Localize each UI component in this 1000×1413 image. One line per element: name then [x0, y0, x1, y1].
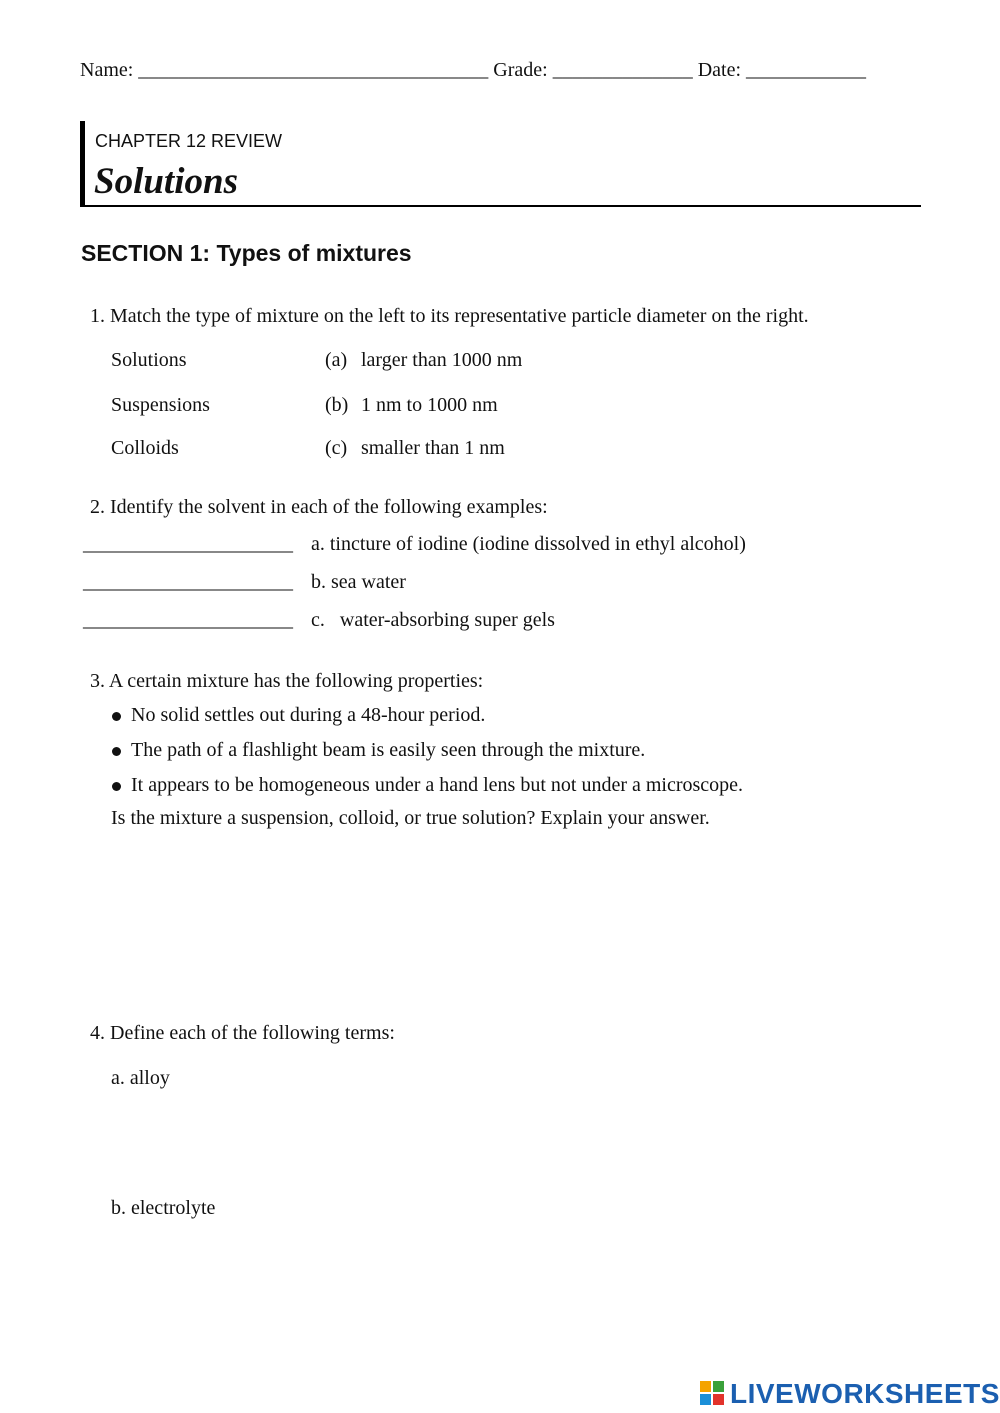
option-b-text: 1 nm to 1000 nm: [361, 394, 498, 416]
mixture-type-suspensions: Suspensions: [111, 394, 210, 416]
example-c-text: c. water-absorbing super gels: [311, 609, 555, 631]
property-1: No solid settles out during a 48-hour period.: [131, 704, 486, 726]
property-3: It appears to be homogeneous under a hand lens but not under a microscope.: [131, 774, 744, 796]
bullet-icon: [112, 747, 121, 756]
student-info-line: Name: ___________________________________ Grade: ______________ Date: ____________: [80, 59, 867, 81]
question-4-prompt: 4. Define each of the following terms:: [90, 1022, 395, 1044]
question-3-prompt: 3. A certain mixture has the following properties:: [90, 670, 484, 692]
section-heading: SECTION 1: Types of mixtures: [81, 240, 412, 266]
option-a-letter: (a): [325, 349, 348, 371]
logo-text: LIVEWORKSHEETS: [730, 1378, 1000, 1409]
option-c-text: smaller than 1 nm: [361, 437, 505, 459]
option-c-letter: (c): [325, 437, 348, 459]
mixture-type-solutions: Solutions: [111, 349, 187, 371]
question-1-prompt: 1. Match the type of mixture on the left to its representative particle diameter on the right.: [90, 305, 809, 327]
term-alloy: a. alloy: [111, 1067, 170, 1089]
property-2: The path of a flashlight beam is easily seen through the mixture.: [131, 739, 646, 761]
option-b-letter: (b): [325, 394, 349, 416]
answer-blank-a[interactable]: _____________________: [83, 533, 293, 555]
bullet-icon: [112, 782, 121, 791]
example-a-text: a. tincture of iodine (iodine dissolved in ethyl alcohol): [311, 533, 746, 555]
liveworksheets-logo: [700, 1376, 1000, 1412]
mixture-type-colloids: Colloids: [111, 437, 179, 459]
page-title: Solutions: [94, 161, 238, 202]
answer-blank-b[interactable]: _____________________: [83, 571, 293, 593]
term-electrolyte: b. electrolyte: [111, 1197, 216, 1219]
logo-grid-icon: [700, 1381, 726, 1407]
question-3-ask: Is the mixture a suspension, colloid, or true solution? Explain your answer.: [111, 807, 710, 829]
example-b-text: b. sea water: [311, 571, 406, 593]
question-2-prompt: 2. Identify the solvent in each of the following examples:: [90, 496, 548, 518]
option-a-text: larger than 1000 nm: [361, 349, 523, 371]
answer-blank-c[interactable]: _____________________: [83, 609, 293, 631]
chapter-label: CHAPTER 12 REVIEW: [95, 131, 283, 151]
bullet-icon: [112, 712, 121, 721]
